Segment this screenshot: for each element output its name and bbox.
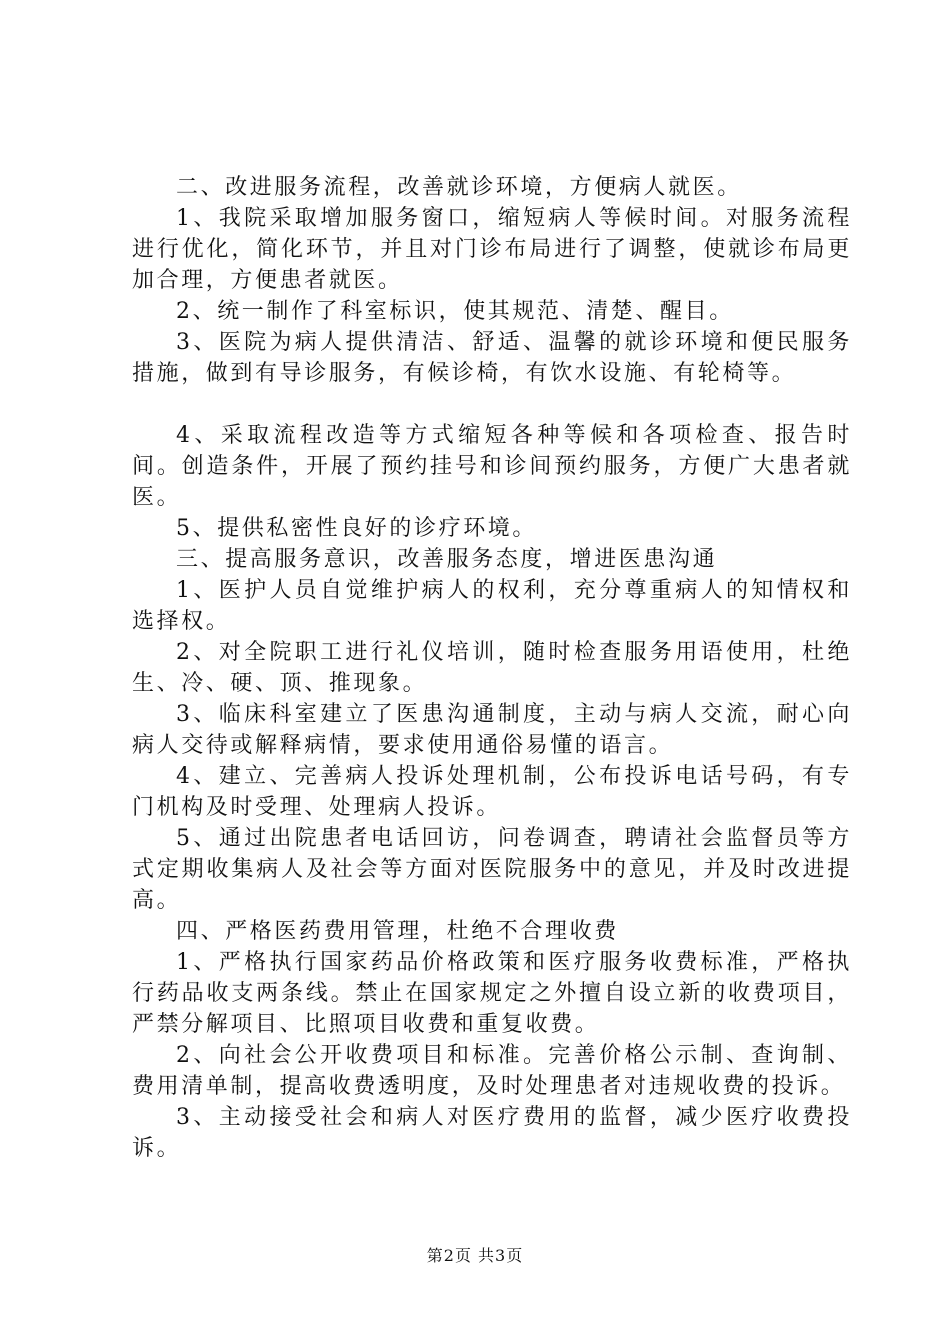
paragraph: 3、主动接受社会和病人对医疗费用的监督，减少医疗收费投诉。	[132, 1105, 852, 1161]
paragraph: 4、采取流程改造等方式缩短各种等候和各项检查、报告时间。创造条件，开展了预约挂号和诊间预约服务，方便广大患者就医。	[132, 423, 852, 510]
paragraph: 3、医院为病人提供清洁、舒适、温馨的就诊环境和便民服务措施，做到有导诊服务，有候诊椅，有饮水设施、有轮椅等。	[132, 330, 852, 386]
paragraph: 2、对全院职工进行礼仪培训，随时检查服务用语使用，杜绝生、冷、硬、顶、推现象。	[132, 640, 852, 696]
paragraph: 1、我院采取增加服务窗口，缩短病人等候时间。对服务流程进行优化，简化环节，并且对门诊布局进行了调整，使就诊布局更加合理，方便患者就医。	[132, 206, 852, 293]
section-heading-3: 三、提高服务意识，改善服务态度，增进医患沟通	[176, 547, 718, 572]
paragraph: 5、通过出院患者电话回访，问卷调查，聘请社会监督员等方式定期收集病人及社会等方面对医院服务中的意见，并及时改进提高。	[132, 826, 852, 913]
paragraph: 2、向社会公开收费项目和标准。完善价格公示制、查询制、费用清单制，提高收费透明度，及时处理患者对违规收费的投诉。	[132, 1043, 852, 1099]
section-heading-2: 二、改进服务流程，改善就诊环境，方便病人就医。	[176, 175, 742, 200]
document-body	[132, 172, 852, 1164]
paragraph: 3、临床科室建立了医患沟通制度，主动与病人交流，耐心向病人交待或解释病情，要求使用通俗易懂的语言。	[132, 702, 852, 758]
paragraph: 1、严格执行国家药品价格政策和医疗服务收费标准，严格执行药品收支两条线。禁止在国家规定之外擅自设立新的收费项目，严禁分解项目、比照项目收费和重复收费。	[132, 950, 852, 1037]
paragraph: 5、提供私密性良好的诊疗环境。	[176, 516, 537, 541]
paragraph: 2、统一制作了科室标识，使其规范、清楚、醒目。	[176, 299, 734, 324]
paragraph: 4、建立、完善病人投诉处理机制，公布投诉电话号码，有专门机构及时受理、处理病人投诉。	[132, 764, 852, 820]
page-footer: 第2页 共3页	[426, 1246, 524, 1265]
paragraph: 1、医护人员自觉维护病人的权利，充分尊重病人的知情权和选择权。	[132, 578, 852, 634]
section-heading-4: 四、严格医药费用管理，杜绝不合理收费	[176, 919, 619, 944]
